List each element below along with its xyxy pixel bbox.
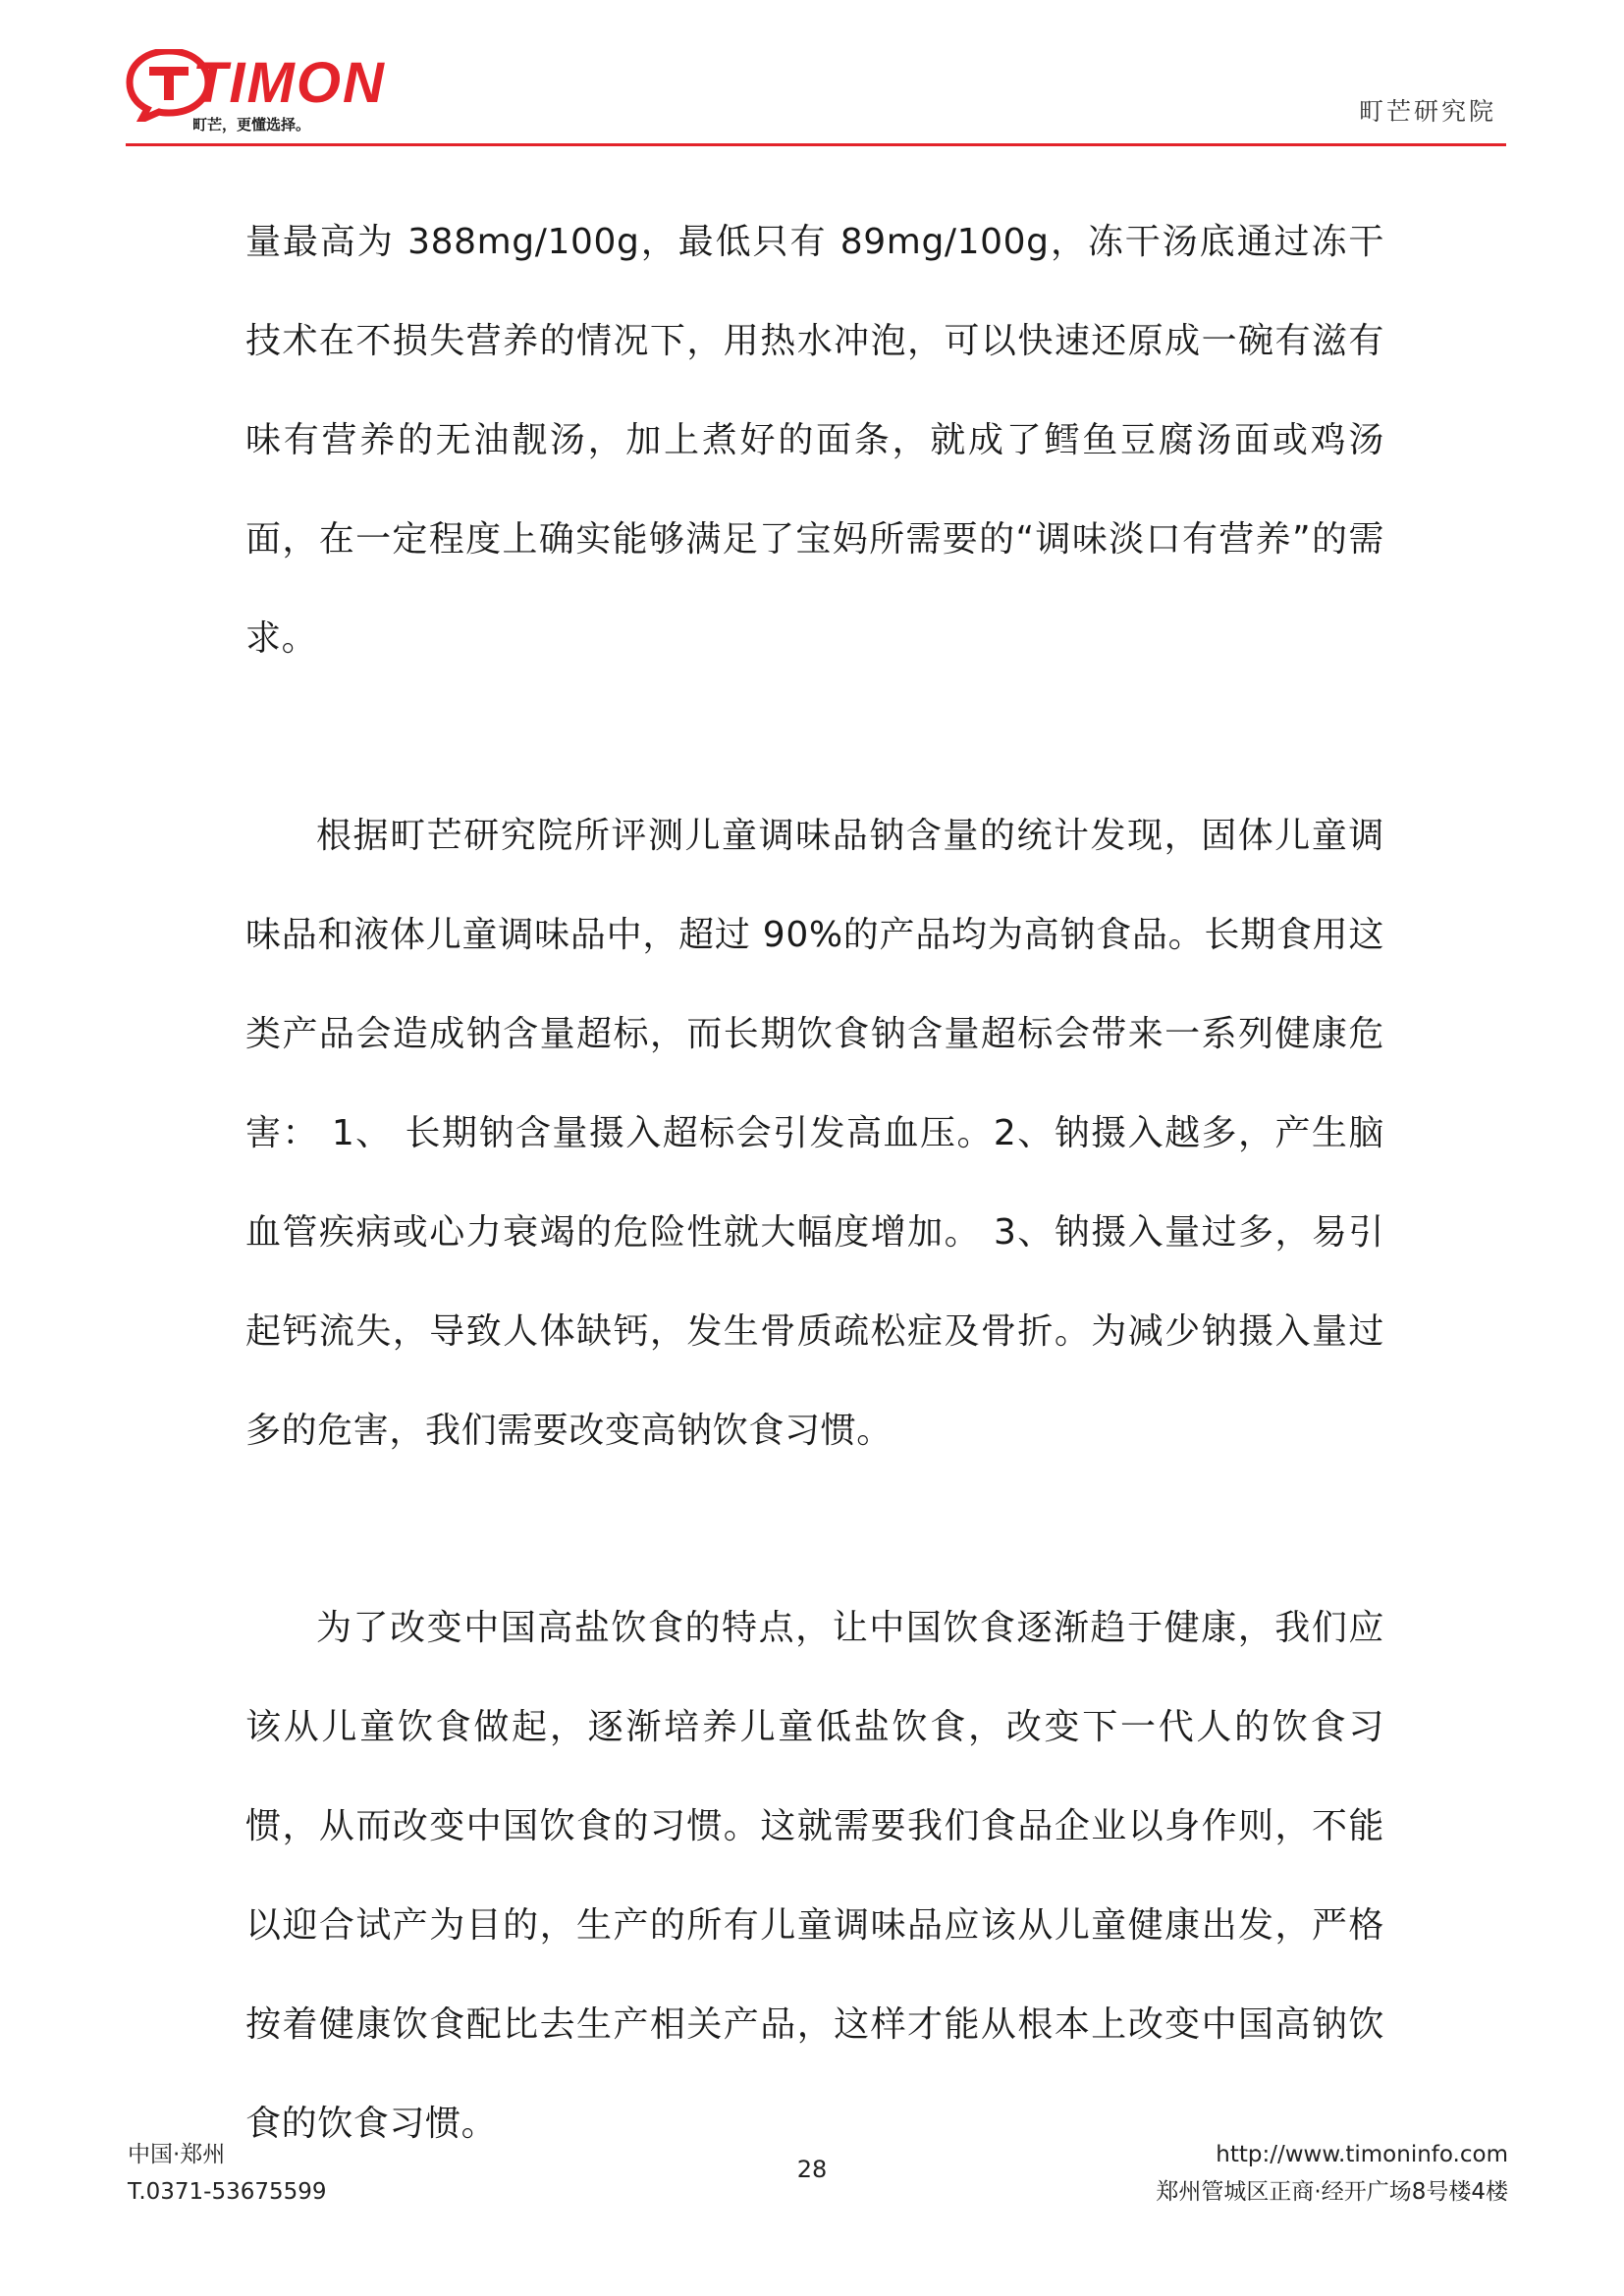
- paragraph: 量最高为 388mg/100g，最低只有 89mg/100g，冻干汤底通过冻干技术在不损失营养的情况下，用热水冲泡，可以快速还原成一碗有滋有味有营养的无油靓汤，加上煮好的面条，就成了鳕鱼豆腐汤面或鸡汤面，在一定程度上确实能够满足了宝妈所需要的“调味淡口有营养”的需求。: [245, 222, 1384, 659]
- paragraph: 根据町芒研究院所评测儿童调味品钠含量的统计发现，固体儿童调味品和液体儿童调味品中，超过 90%的产品均为高钠食品。长期食用这类产品会造成钠含量超标，而长期饮食钠含量超标会带来一系列健康危害： 1、 长期钠含量摄入超标会引发高血压。2、钠摄入越多，产生脑血管疾病或心力衰竭的危险性就大幅度增加。 3、钠摄入量过多，易引起钙流失，导致人体缺钙，发生骨质疏松症及骨折。为减少钠摄入量过多的危害，我们需要改变高钠饮食习惯。: [245, 816, 1384, 1451]
- footer-address-block: [1156, 2136, 1508, 2211]
- logo-slogan: 町芒，更懂选择。: [192, 116, 311, 133]
- footer-location: 中国·郑州: [128, 2142, 226, 2167]
- body-text: [245, 192, 1384, 2173]
- footer-address: 郑州管城区正商·经开广场8号楼4楼: [1156, 2179, 1508, 2205]
- footer-website-link[interactable]: http://www.timoninfo.com: [1216, 2142, 1508, 2167]
- header-divider: [126, 143, 1506, 146]
- logo-wordmark: TIMON: [192, 51, 386, 115]
- footer-phone: T.0371-53675599: [128, 2179, 327, 2205]
- header-org-name: 町芒研究院: [1358, 97, 1496, 126]
- timon-logo: [126, 49, 386, 135]
- page-number: 28: [796, 2156, 828, 2183]
- paragraph: 为了改变中国高盐饮食的特点，让中国饮食逐渐趋于健康，我们应该从儿童饮食做起，逐渐培养儿童低盐饮食，改变下一代人的饮食习惯，从而改变中国饮食的习惯。这就需要我们食品企业以身作则，不能以迎合试产为目的，生产的所有儿童调味品应该从儿童健康出发，严格按着健康饮食配比去生产相关产品，这样才能从根本上改变中国高钠饮食的饮食习惯。: [245, 1608, 1384, 2144]
- page-header: [0, 0, 1624, 149]
